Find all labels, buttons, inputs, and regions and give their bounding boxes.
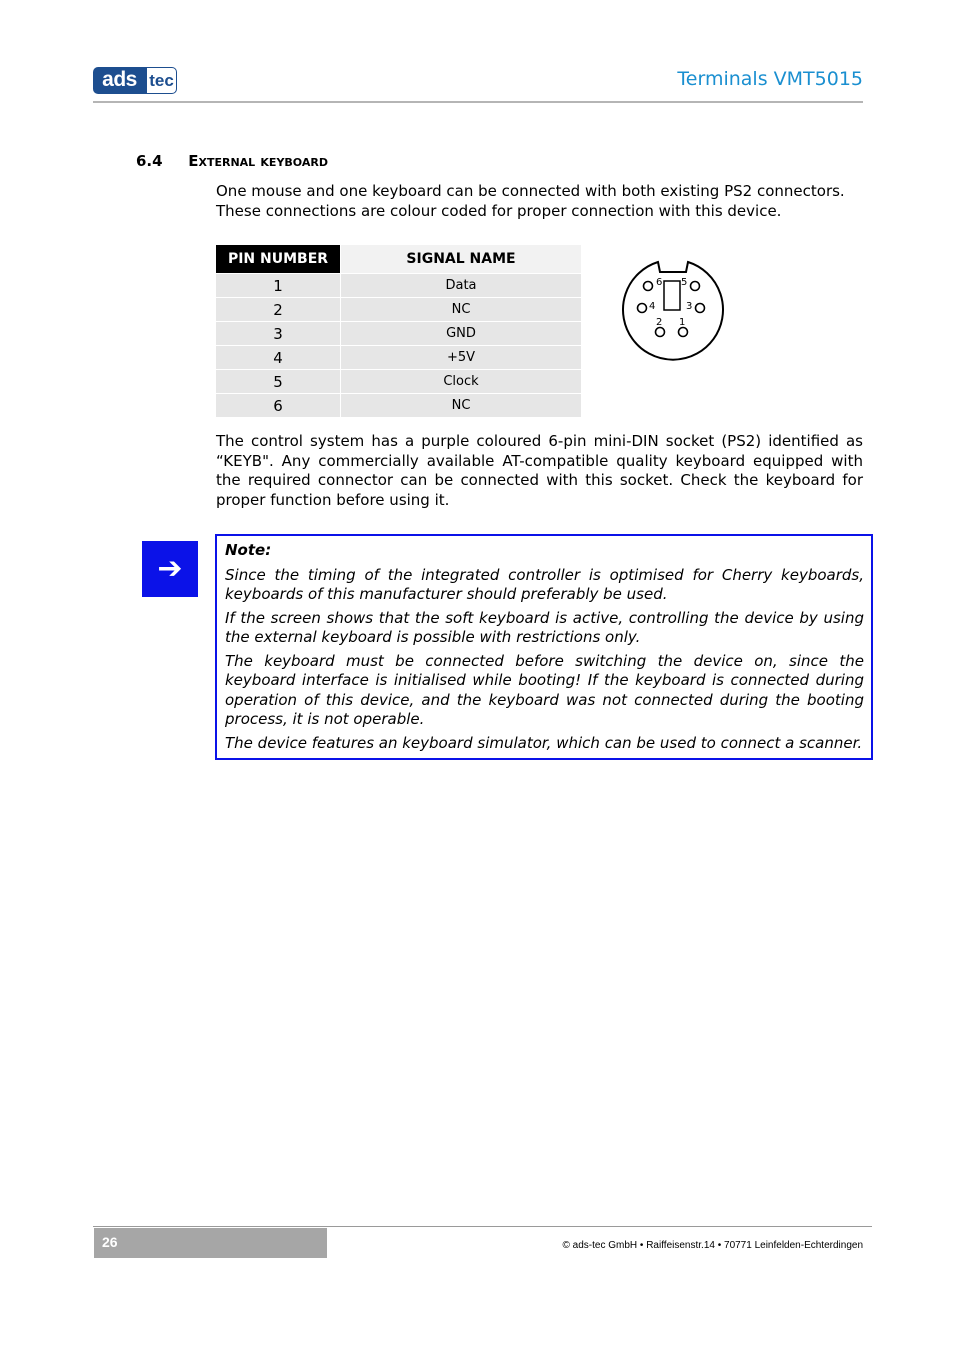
table-row [216, 346, 582, 370]
pin-5 [691, 282, 700, 291]
note-paragraph: Since the timing of the integrated controller is optimised for Cherry keyboards, keyboards of this manufacturer should preferably be used. [225, 565, 864, 603]
logo-ads-part: ads [93, 67, 146, 94]
keyboard-socket-paragraph: The control system has a purple coloured 6-pin mini-DIN socket (PS2) identified as “KEYB". Any commercially available AT-compatible quality keyboard equipped with the required connector can be connected with this socket. Check the keyboard for proper function before using it. [216, 432, 863, 509]
section-heading [136, 152, 328, 170]
signal-name-cell: +5V [341, 346, 582, 370]
section-number: 6.4 [136, 152, 163, 170]
pin-number-cell: 6 [216, 394, 341, 418]
pin-label-4: 4 [649, 301, 656, 312]
pin-label-6: 6 [656, 277, 663, 288]
note-box [215, 534, 873, 760]
company-logo [93, 67, 177, 94]
pin-assignment-table [215, 244, 582, 418]
page-number-bar [94, 1228, 327, 1258]
note-title: Note: [225, 541, 272, 559]
pin-4 [638, 304, 647, 313]
column-header-pin: PIN NUMBER [216, 245, 341, 274]
document-title: Terminals VMT5015 [677, 68, 863, 90]
pin-3 [696, 304, 705, 313]
section-title: External keyboard [188, 152, 328, 170]
connector-key [664, 281, 680, 310]
table-row [216, 370, 582, 394]
footer-copyright: © ads-tec GmbH • Raiffeisenstr.14 • 70771 Leinfelden-Echterdingen [562, 1240, 863, 1251]
pin-6 [644, 282, 653, 291]
pin-number-cell: 5 [216, 370, 341, 394]
note-paragraph: If the screen shows that the soft keyboard is active, controlling the device by using the external keyboard is possible with restrictions only. [225, 608, 864, 646]
column-header-signal: SIGNAL NAME [341, 245, 582, 274]
arrow-right-icon: ➔ [142, 541, 198, 597]
table-row [216, 394, 582, 418]
pin-number-cell: 4 [216, 346, 341, 370]
header-divider [93, 101, 863, 103]
ps2-connector-diagram [618, 254, 728, 362]
pin-2 [656, 328, 665, 337]
logo-tec-part: tec [146, 67, 177, 94]
table-row [216, 274, 582, 298]
pin-label-2: 2 [656, 317, 663, 328]
pin-number-cell: 1 [216, 274, 341, 298]
signal-name-cell: NC [341, 394, 582, 418]
signal-name-cell: Clock [341, 370, 582, 394]
signal-name-cell: GND [341, 322, 582, 346]
signal-name-cell: NC [341, 298, 582, 322]
pin-label-5: 5 [681, 277, 688, 288]
pin-label-1: 1 [679, 317, 686, 328]
table-row [216, 298, 582, 322]
pin-number-cell: 2 [216, 298, 341, 322]
table-row [216, 322, 582, 346]
note-paragraph: The keyboard must be connected before switching the device on, since the keyboard interface is initialised while booting! If the keyboard is connected during operation of this device, and the keyboard was not connected during the booting process, it is not operable. [225, 651, 864, 728]
footer-divider [93, 1226, 872, 1227]
pin-label-3: 3 [686, 301, 693, 312]
note-paragraph: The device features an keyboard simulator, which can be used to connect a scanner. [225, 733, 863, 752]
table-header-row [216, 245, 582, 274]
signal-name-cell: Data [341, 274, 582, 298]
pin-1 [679, 328, 688, 337]
page-number: 26 [102, 1234, 118, 1250]
pin-number-cell: 3 [216, 322, 341, 346]
intro-paragraph: One mouse and one keyboard can be connected with both existing PS2 connectors. These connections are colour coded for proper connection with this device. [216, 182, 845, 220]
